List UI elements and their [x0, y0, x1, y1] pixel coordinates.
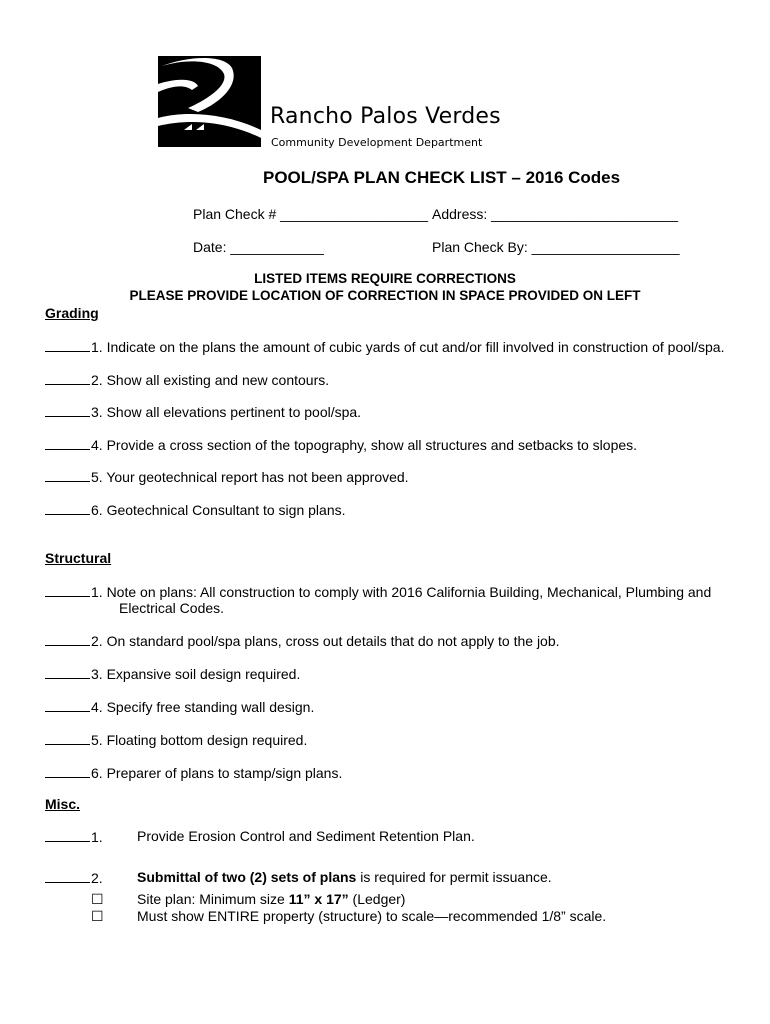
- correction-blank[interactable]: [45, 869, 90, 883]
- misc-heading: Misc.: [45, 796, 81, 812]
- list-item: 2.: [45, 869, 103, 886]
- correction-blank[interactable]: [45, 698, 90, 712]
- plan-check-by-field[interactable]: Plan Check By: ___________________: [432, 239, 680, 255]
- correction-blank[interactable]: [45, 371, 90, 385]
- checkbox-icon[interactable]: ☐: [91, 908, 104, 924]
- list-item: 2. Show all existing and new contours.: [45, 371, 329, 388]
- correction-blank[interactable]: [45, 665, 90, 679]
- department-name: Community Development Department: [271, 136, 483, 149]
- list-item: 1. Note on plans: All construction to comply with 2016 California Building, Mechanical, Plumbing and: [45, 583, 711, 600]
- list-item: 4. Specify free standing wall design.: [45, 698, 314, 715]
- checkbox-icon[interactable]: ☐: [91, 891, 104, 907]
- correction-blank[interactable]: [45, 501, 90, 515]
- list-item: 3. Show all elevations pertinent to pool/spa.: [45, 403, 361, 420]
- list-item: 1.: [45, 828, 103, 845]
- list-item-continuation: Electrical Codes.: [119, 600, 225, 616]
- list-item: 3. Expansive soil design required.: [45, 665, 300, 682]
- list-item: 1. Indicate on the plans the amount of cubic yards of cut and/or fill involved in construction of pool/spa.: [45, 338, 725, 355]
- correction-blank[interactable]: [45, 583, 90, 597]
- notice-line-2: PLEASE PROVIDE LOCATION OF CORRECTION IN SPACE PROVIDED ON LEFT: [129, 288, 641, 303]
- list-item: 2. On standard pool/spa plans, cross out details that do not apply to the job.: [45, 632, 560, 649]
- correction-blank[interactable]: [45, 632, 90, 646]
- date-field[interactable]: Date: ____________: [193, 239, 324, 255]
- correction-blank[interactable]: [45, 403, 90, 417]
- grading-heading: Grading: [45, 305, 99, 321]
- address-field[interactable]: Address: ________________________: [432, 206, 679, 222]
- list-item: 5. Your geotechnical report has not been approved.: [45, 468, 409, 485]
- structural-heading: Structural: [45, 550, 112, 566]
- notice-line-1: LISTED ITEMS REQUIRE CORRECTIONS: [254, 271, 516, 286]
- list-item: 6. Preparer of plans to stamp/sign plans.: [45, 764, 342, 781]
- plan-check-field[interactable]: Plan Check # ___________________: [193, 206, 429, 222]
- list-item: 4. Provide a cross section of the topography, show all structures and setbacks to slopes.: [45, 436, 637, 453]
- correction-blank[interactable]: [45, 338, 90, 352]
- correction-blank[interactable]: [45, 436, 90, 450]
- list-item: 5. Floating bottom design required.: [45, 731, 307, 748]
- misc-item-1-text: Provide Erosion Control and Sediment Retention Plan.: [137, 828, 475, 844]
- correction-blank[interactable]: [45, 731, 90, 745]
- list-item: 6. Geotechnical Consultant to sign plans.: [45, 501, 346, 518]
- org-name: Rancho Palos Verdes: [270, 104, 501, 129]
- page-title: POOL/SPA PLAN CHECK LIST – 2016 Codes: [263, 168, 621, 187]
- site-plan-note: Site plan: Minimum size 11” x 17” (Ledger): [137, 891, 406, 907]
- correction-blank[interactable]: [45, 468, 90, 482]
- scale-note: Must show ENTIRE property (structure) to scale—recommended 1/8” scale.: [137, 908, 607, 924]
- correction-blank[interactable]: [45, 828, 90, 842]
- rpv-logo-icon: [158, 56, 261, 147]
- correction-blank[interactable]: [45, 764, 90, 778]
- misc-item-2-text: Submittal of two (2) sets of plans is required for permit issuance.: [137, 869, 552, 885]
